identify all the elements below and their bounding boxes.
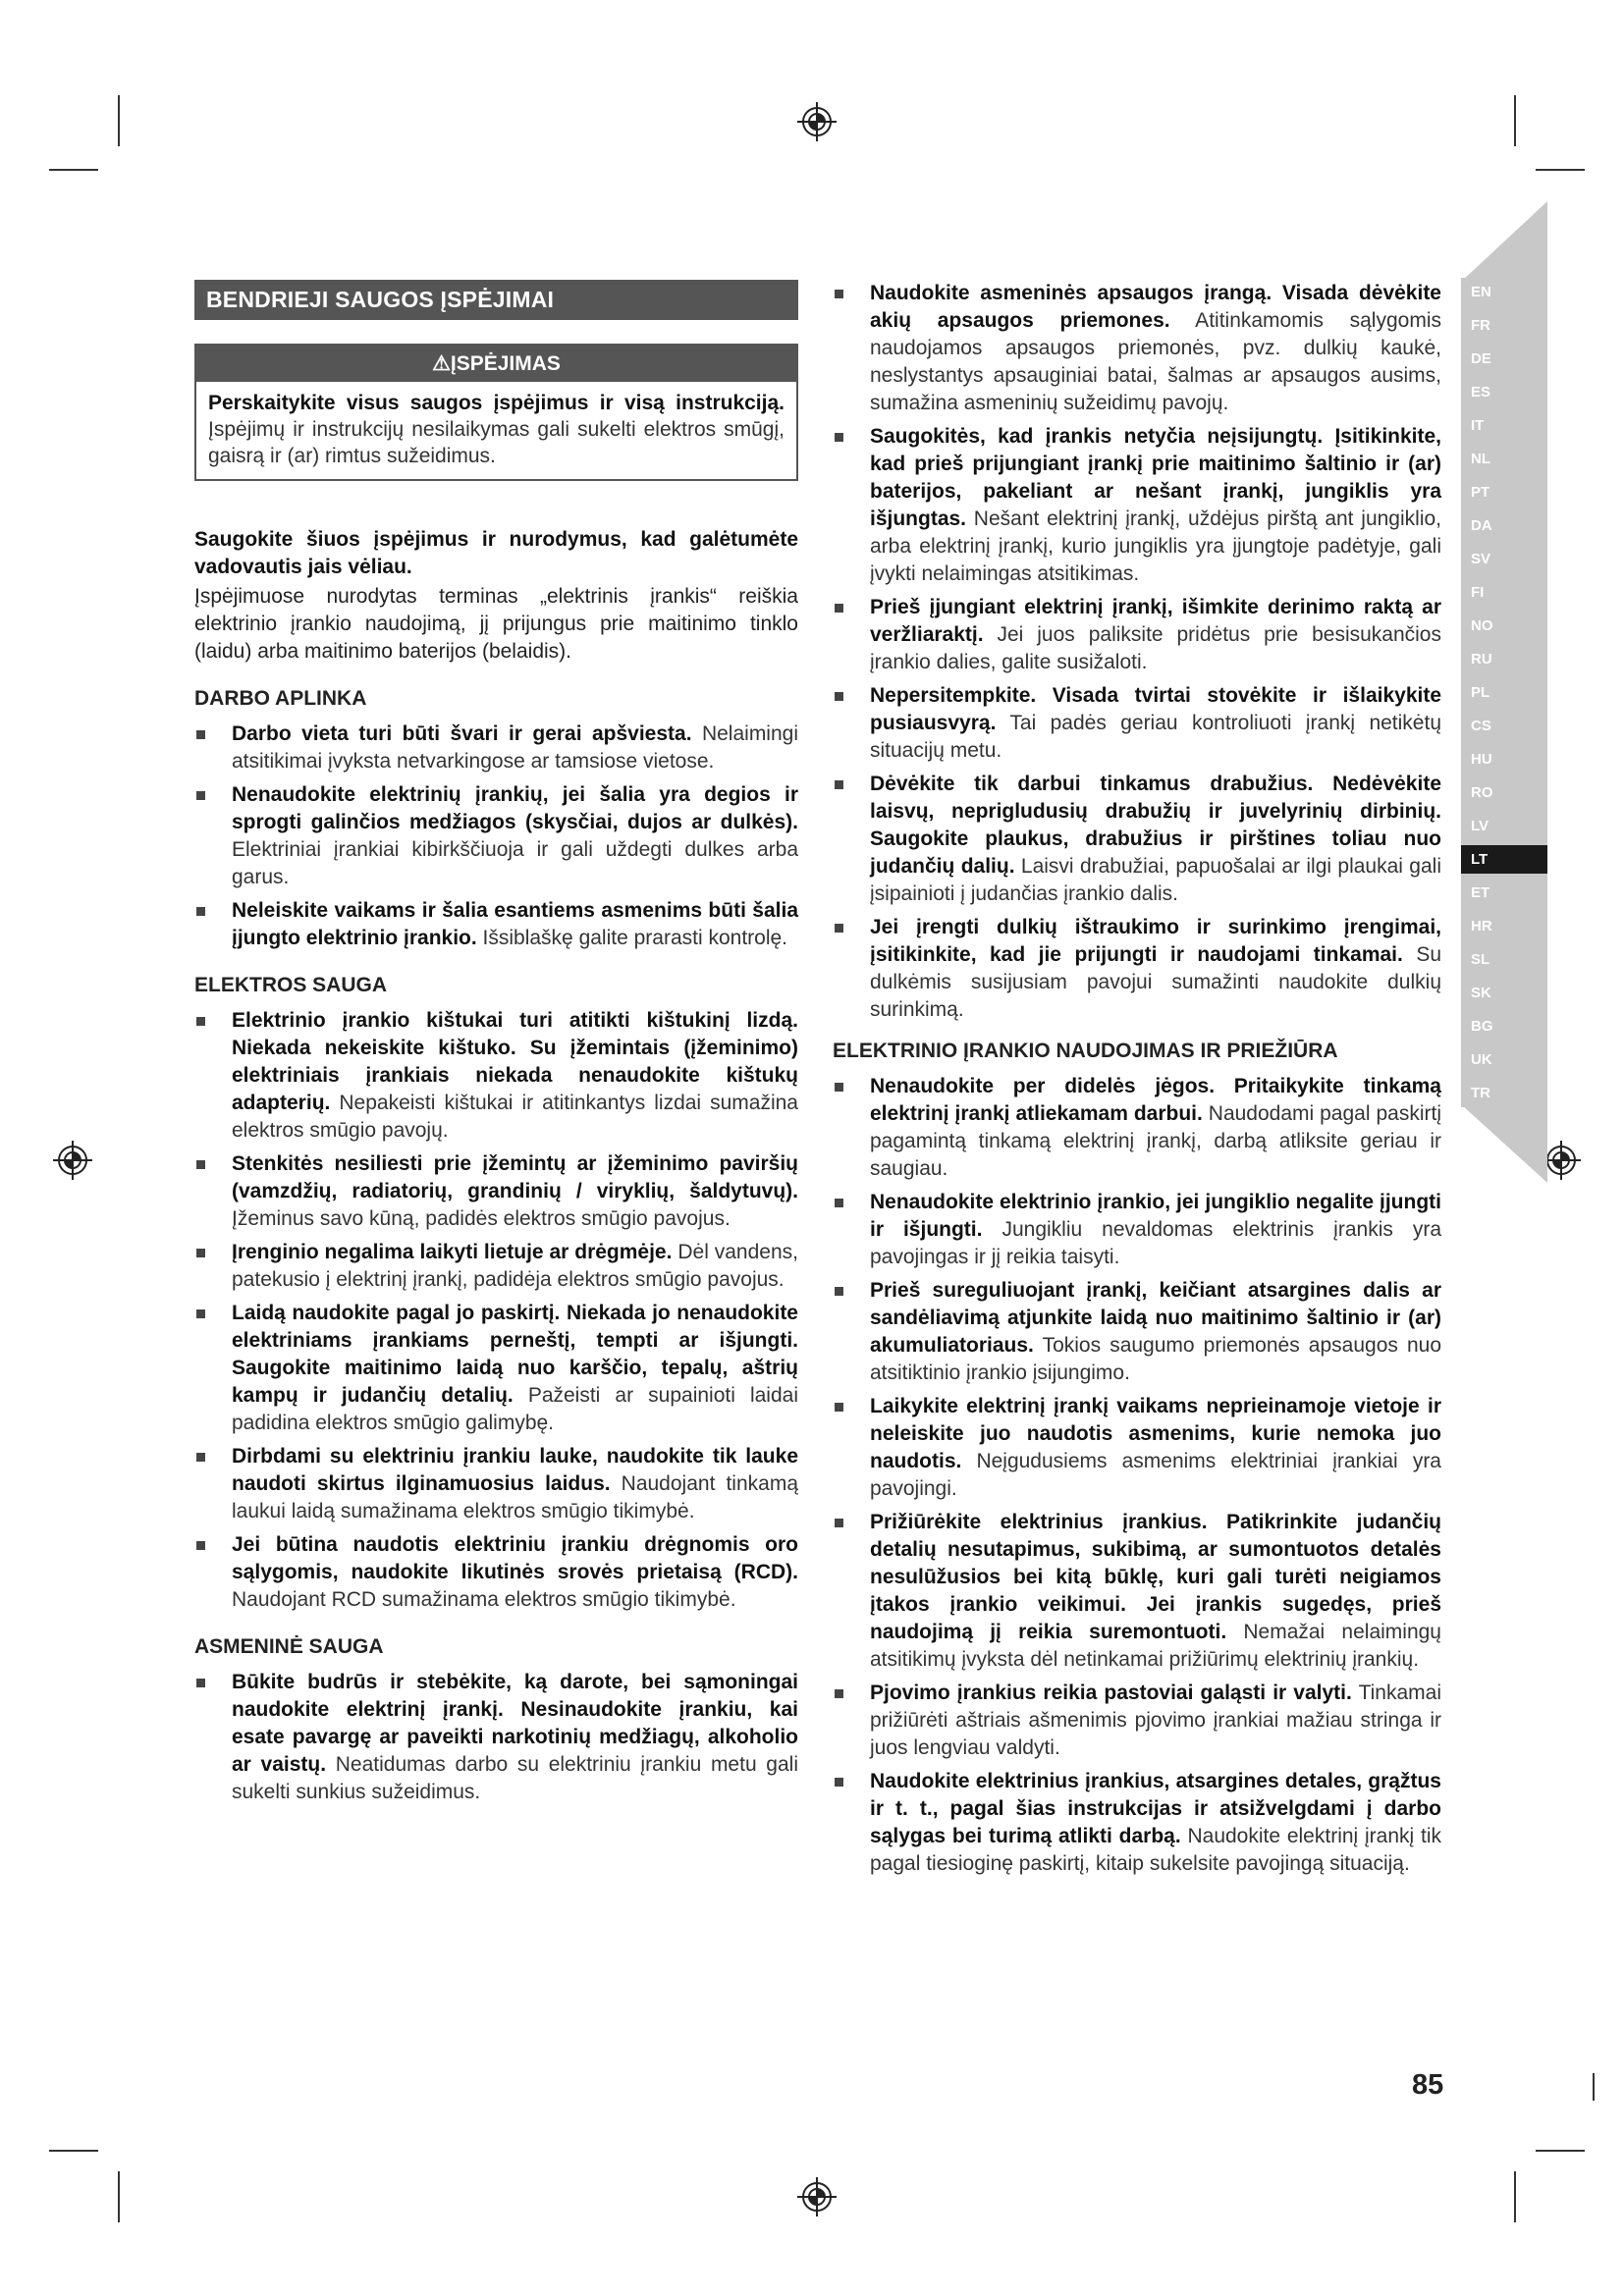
- item-text: Neatidumas darbo su elektriniu įrankiu metu gali sukelti sunkius sužeidimus.: [232, 1753, 798, 1803]
- item-bold-text: Įrenginio negalima laikyti lietuje ar drėgmėje.: [232, 1241, 673, 1263]
- warning-box: [194, 344, 798, 481]
- item-bold-text: Jei būtina naudotis elektriniu įrankiu drėgnomis oro sąlygomis, naudokite likutinės srovės prietaisą (RCD).: [232, 1533, 798, 1583]
- language-tab-en: EN: [1461, 278, 1547, 306]
- list-item: [833, 594, 1441, 676]
- item-bold-text: Prieš įjungiant elektrinį įrankį, išimkite derinimo raktą ar veržliaraktį.: [870, 596, 1441, 646]
- registration-mark-icon: [795, 100, 839, 143]
- language-tab-it: IT: [1461, 411, 1547, 440]
- item-text: Naudojant tinkamą laukui laidą sumažinama elektros smūgio tikimybė.: [232, 1472, 798, 1522]
- list-item: [833, 423, 1441, 588]
- list-item: [833, 1277, 1441, 1387]
- list-item: [194, 1150, 798, 1233]
- item-bold-text: Darbo vieta turi būti švari ir gerai apšviesta.: [232, 722, 692, 745]
- registration-mark-icon: [51, 1139, 94, 1182]
- list-item: [833, 771, 1441, 908]
- list-item: [833, 1680, 1441, 1762]
- item-bold-text: Nepersitempkite. Visada tvirtai stovėkite ir išlaikykite pusiausvyrą.: [870, 684, 1441, 734]
- list-item: [833, 280, 1441, 417]
- item-text: Jei juos paliksite pridėtus prie besisukančios įrankio dalies, galite susižaloti.: [870, 623, 1441, 673]
- left-column: [194, 280, 798, 1812]
- list-item: [833, 682, 1441, 765]
- language-tab-sk: SK: [1461, 979, 1547, 1007]
- warning-title: ⚠ĮSPĖJIMAS: [196, 346, 796, 382]
- language-tab-ro: RO: [1461, 778, 1547, 807]
- registration-mark-icon: [795, 2175, 839, 2218]
- item-text: Įžeminus savo kūną, padidės elektros smūgio pavojus.: [232, 1207, 731, 1230]
- language-tab-pl: PL: [1461, 678, 1547, 707]
- item-bold-text: Dėvėkite tik darbui tinkamus drabužius. Nedėvėkite laisvų, neprigludusių drabužių ir juvelyrinių dirbinių. Saugokite plaukus, drabužius ir pirštines toliau nuo judančių dalių.: [870, 773, 1441, 878]
- personal-list-continued: [833, 280, 1441, 1024]
- item-text: Nešant elektrinį įrankį, uždėjus pirštą ant jungiklio, arba elektrinį įrankį, kurio jungiklis yra įjungtoje padėtyje, gali įvykti nelaimingas atsitikimas.: [870, 507, 1441, 585]
- item-text: Nemažai nelaimingų atsitikimų įvyksta dėl netinkamai prižiūrimų elektrinių įrankių.: [870, 1621, 1441, 1671]
- list-item: [194, 781, 798, 891]
- item-text: Pažeisti ar supainioti laidai padidina elektros smūgio galimybę.: [232, 1384, 798, 1434]
- crop-mark: [1536, 2150, 1585, 2152]
- item-text: Dėl vandens, patekusio į elektrinį įrankį, padidėja elektros smūgio pavojus.: [232, 1241, 798, 1291]
- list-item: [833, 914, 1441, 1024]
- language-tab-et: ET: [1461, 879, 1547, 907]
- crop-mark: [118, 95, 120, 146]
- language-tab-es: ES: [1461, 378, 1547, 406]
- item-text: Naudojant RCD sumažinama elektros smūgio tikimybė.: [232, 1588, 736, 1611]
- crop-mark: [49, 2150, 98, 2152]
- language-tab-fi: FI: [1461, 578, 1547, 607]
- list-item: [833, 1509, 1441, 1674]
- language-tab-cs: CS: [1461, 712, 1547, 740]
- language-tab-nl: NL: [1461, 445, 1547, 473]
- warning-icon: ⚠: [432, 352, 451, 375]
- item-bold-text: Dirbdami su elektriniu įrankiu lauke, naudokite tik lauke naudoti skirtus ilginamuosius laidus.: [232, 1445, 798, 1495]
- language-tab-bg: BG: [1461, 1012, 1547, 1041]
- item-text: Tinkamai prižiūrėti aštriais ašmenimis pjovimo įrankiai mažiau stringa ir juos lengviau valdyti.: [870, 1682, 1441, 1759]
- personal-list: [194, 1669, 798, 1806]
- item-text: Atitinkamomis sąlygomis naudojamos apsaugos priemonės, pvz. dulkių kaukė, neslystantys apsauginiai batai, šalmas ar apsaugos ausims, sumažina asmeninių sužeidimų pavojų.: [870, 309, 1441, 414]
- use-care-title: ELEKTRINIO ĮRANKIO NAUDOJIMAS IR PRIEŽIŪRA: [833, 1040, 1338, 1062]
- list-item: [194, 1443, 798, 1525]
- work-area-title: DARBO APLINKA: [194, 687, 367, 710]
- list-item: [194, 897, 798, 952]
- item-text: Naudodami pagal paskirtį pagamintą tinkamą elektrinį įrankį, darbą atliksite geriau ir saugiau.: [870, 1102, 1441, 1180]
- item-bold-text: Stenkitės nesiliesti prie įžemintų ar įžeminimo paviršių (vamzdžių, radiatorių, grandinių / viryklių, šaldytuvų).: [232, 1152, 798, 1202]
- item-bold-text: Elektrinio įrankio kištukai turi atitikti kištukinį lizdą. Niekada nekeiskite kištuko. Su įžemintais (įžeminimo) elektriniais įrankiais niekada nenaudokite kištukų adapterių.: [232, 1009, 798, 1114]
- item-text: Tokios saugumo priemonės apsaugos nuo atsitiktinio įrankio įsijungimo.: [870, 1334, 1441, 1384]
- list-item: [833, 1393, 1441, 1503]
- item-bold-text: Naudokite asmeninės apsaugos įrangą. Visada dėvėkite akių apsaugos priemones.: [870, 282, 1441, 332]
- crop-mark: [1514, 2171, 1516, 2222]
- item-text: Nelaimingi atsitikimai įvyksta netvarkingose ar tamsiose vietose.: [232, 722, 798, 773]
- electrical-title: ELEKTROS SAUGA: [194, 974, 388, 996]
- item-bold-text: Jei įrengti dulkių ištraukimo ir surinkimo įrengimai, įsitikinkite, kad jie prijungti ir naudojami tinkamai.: [870, 916, 1441, 966]
- language-tab-sl: SL: [1461, 945, 1547, 974]
- page-number: 85: [1412, 2069, 1444, 2101]
- list-item: [194, 1669, 798, 1806]
- list-item: [194, 1239, 798, 1294]
- item-text: Išsiblaškę galite prarasti kontrolę.: [476, 927, 788, 949]
- keep-instructions: Saugokite šiuos įspėjimus ir nurodymus, kad galėtumėte vadovautis jais vėliau.: [194, 528, 798, 578]
- language-tab-hr: HR: [1461, 912, 1547, 940]
- list-item: [194, 1007, 798, 1145]
- list-item: [833, 1189, 1441, 1271]
- item-bold-text: Nenaudokite per didelės jėgos. Pritaikykite tinkamą elektrinį įrankį atliekamam darbui.: [870, 1075, 1441, 1125]
- item-bold-text: Prieš sureguliuojant įrankį, keičiant atsargines dalis ar sandėliavimą atjunkite laidą nuo maitinimo šaltinio ir (ar) akumuliatoriaus.: [870, 1279, 1441, 1357]
- list-item: [833, 1768, 1441, 1878]
- item-bold-text: Naudokite elektrinius įrankius, atsargines detales, grąžtus ir t. t., pagal šias instrukcijas ir atsižvelgdami į darbo sąlygas bei turimą atlikti darbą.: [870, 1770, 1441, 1847]
- language-tab-no: NO: [1461, 612, 1547, 640]
- language-tab-da: DA: [1461, 511, 1547, 540]
- item-bold-text: Saugokitės, kad įrankis netyčia neįsijungtų. Įsitikinkite, kad prieš prijungiant įrankį prie maitinimo šaltinio ir (ar) baterijos, pakeliant ar nešant įrankį, jungiklis yra išjungtas.: [870, 425, 1441, 530]
- list-item: [833, 1073, 1441, 1183]
- crop-mark: [49, 169, 98, 171]
- language-tab-lv: LV: [1461, 812, 1547, 840]
- language-tab-de: DE: [1461, 345, 1547, 373]
- work-area-list: [194, 721, 798, 952]
- item-text: Naudokite elektrinį įrankį tik pagal tiesioginę paskirtį, kitaip sukelsite pavojingą situaciją.: [870, 1825, 1441, 1875]
- item-bold-text: Pjovimo įrankius reikia pastoviai galąsti ir valyti.: [870, 1682, 1352, 1704]
- item-text: Laisvi drabužiai, papuošalai ar ilgi plaukai gali įsipainioti į judančias įrankio dalis.: [870, 855, 1441, 905]
- item-text: Tai padės geriau kontroliuoti įrankį netikėtų situacijų metu.: [870, 712, 1441, 762]
- item-text: Elektriniai įrankiai kibirkščiuoja ir gali uždegti dulkes arba garus.: [232, 838, 798, 888]
- list-item: [194, 1300, 798, 1437]
- language-tab-pt: PT: [1461, 478, 1547, 507]
- crop-mark: [1593, 2073, 1595, 2101]
- personal-title: ASMENINĖ SAUGA: [194, 1635, 384, 1658]
- language-tab-ru: RU: [1461, 645, 1547, 673]
- crop-mark: [1536, 169, 1585, 171]
- term-definition: Įspėjimuose nurodytas terminas „elektrinis įrankis“ reiškia elektrinio įrankio naudojimą, jį prijungus prie maitinimo tinklo (laidu) arba maitinimo baterijos (belaidis).: [194, 585, 798, 663]
- item-bold-text: Laidą naudokite pagal jo paskirtį. Niekada jo nenaudokite elektriniams įrankiams perneštį, tempti ar išjungti. Saugokite maitinimo laidą nuo karščio, tepalų, aštrių kampų ir judančių detalių.: [232, 1302, 798, 1407]
- language-tab-lt: LT: [1461, 845, 1547, 874]
- right-column: [833, 280, 1441, 1884]
- warning-body: Perskaitykite visus saugos įspėjimus ir visą instrukciją. Įspėjimų ir instrukcijų nesilaikymas gali sukelti elektros smūgį, gaisrą ir (ar) rimtus sužeidimus.: [208, 392, 785, 467]
- item-text: Neįgudusiems asmenims elektriniai įrankiai yra pavojingi.: [870, 1450, 1441, 1500]
- language-tab-tr: TR: [1461, 1079, 1547, 1107]
- item-text: Nepakeisti kištukai ir atitinkantys lizdai sumažina elektros smūgio pavojų.: [232, 1092, 798, 1142]
- language-tab-fr: FR: [1461, 311, 1547, 340]
- use-care-list: [833, 1073, 1441, 1878]
- language-tab-uk: UK: [1461, 1045, 1547, 1074]
- electrical-list: [194, 1007, 798, 1614]
- section-title: BENDRIEJI SAUGOS ĮSPĖJIMAI: [194, 280, 798, 320]
- language-tab-hu: HU: [1461, 745, 1547, 774]
- crop-mark: [1514, 95, 1516, 146]
- item-bold-text: Nenaudokite elektrinio įrankio, jei jungiklio negalite įjungti ir išjungti.: [870, 1191, 1441, 1241]
- item-bold-text: Neleiskite vaikams ir šalia esantiems asmenims būti šalia įjungto elektrinio įrankio.: [232, 899, 798, 949]
- item-bold-text: Laikykite elektrinį įrankį vaikams neprieinamoje vietoje ir neleiskite juo naudotis asmenims, kurie nemoka juo naudotis.: [870, 1395, 1441, 1472]
- crop-mark: [118, 2171, 120, 2222]
- item-bold-text: Prižiūrėkite elektrinius įrankius. Patikrinkite judančių detalių nesutapimus, sukibimą, ar sumontuotos detalės nesulūžusios bei kitą būklę, kuri gali turėti neigiamos įtakos įrankio veikimui. Jei įrankis sugedęs, prieš naudojimą jį reikia suremontuoti.: [870, 1511, 1441, 1643]
- item-text: Jungikliu nevaldomas elektrinis įrankis yra pavojingas ir jį reikia taisyti.: [870, 1218, 1441, 1268]
- list-item: [194, 721, 798, 775]
- item-text: Su dulkėmis susijusiam pavojui sumažinti naudokite dulkių surinkimą.: [870, 943, 1442, 1021]
- item-bold-text: Būkite budrūs ir stebėkite, ką darote, bei sąmoningai naudokite elektrinį įrankį. Nesinaudokite įrankiu, kai esate pavargę ar paveikti narkotinių medžiagų, alkoholio ar vaistų.: [232, 1671, 798, 1776]
- item-bold-text: Nenaudokite elektrinių įrankių, jei šalia yra degios ir sprogti galinčios medžiagos (skysčiai, dujos ar dulkės).: [232, 783, 798, 833]
- list-item: [194, 1531, 798, 1614]
- language-tab-sv: SV: [1461, 545, 1547, 573]
